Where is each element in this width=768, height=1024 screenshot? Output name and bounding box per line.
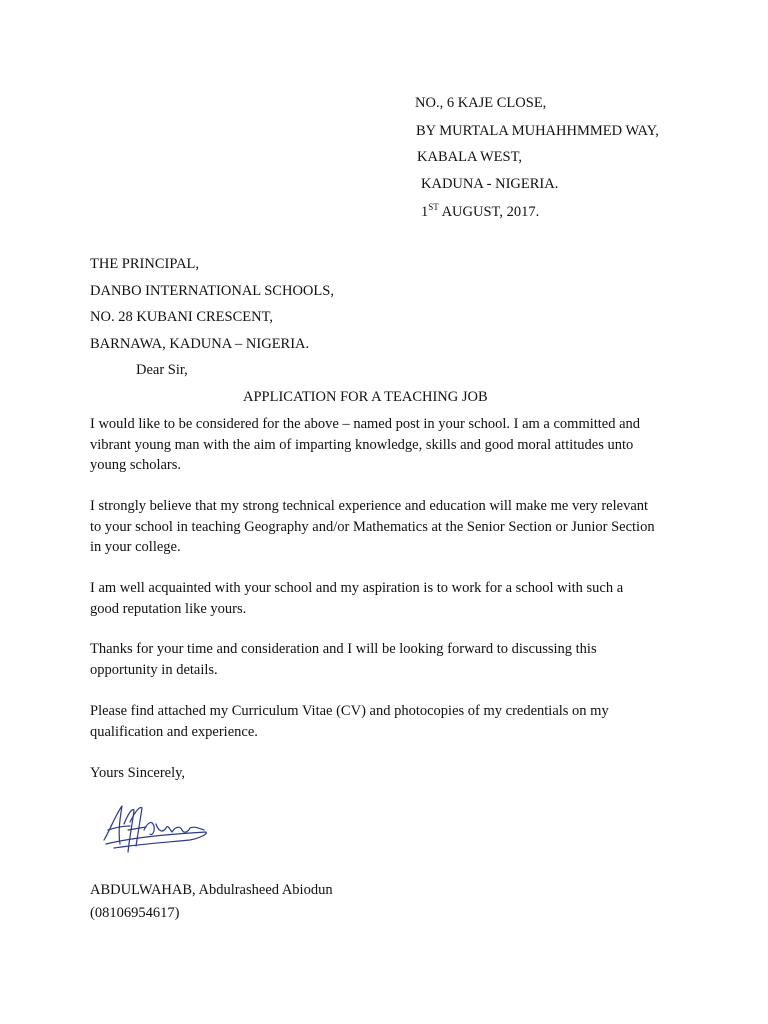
subject-heading: APPLICATION FOR A TEACHING JOB [243, 389, 488, 405]
body-paragraph-3 [90, 578, 690, 619]
body-paragraph-4 [90, 639, 690, 680]
signatory-name: ABDULWAHAB, Abdulrasheed Abiodun [90, 882, 333, 898]
salutation: Dear Sir, [136, 362, 188, 378]
date-month-year: AUGUST, 2017. [438, 204, 540, 220]
paragraph-line: in your college. [90, 539, 181, 555]
sender-address-line-4: KADUNA - NIGERIA. [421, 176, 559, 192]
body-paragraph-2 [90, 496, 690, 558]
paragraph-line: I would like to be considered for the above – named post in your school. I am a committed and [90, 416, 641, 432]
paragraph-line: Thanks for your time and consideration and I will be looking forward to discussing this [90, 641, 597, 657]
handwritten-signature-icon [100, 800, 212, 860]
recipient-line-3: NO. 28 KUBANI CRESCENT, [90, 309, 273, 325]
sender-address-line-1: NO., 6 KAJE CLOSE, [415, 95, 547, 111]
paragraph-line: I strongly believe that my strong technical experience and education will make me very relevant [90, 498, 649, 514]
paragraph-line: opportunity in details. [90, 661, 218, 678]
closing: Yours Sincerely, [90, 765, 186, 781]
body-paragraph-1 [90, 414, 690, 476]
letter-date [421, 203, 539, 221]
paragraph-line: I am well acquainted with your school and my aspiration is to work for a school with such a [90, 580, 624, 596]
body-paragraph-5 [90, 701, 690, 742]
recipient-line-2: DANBO INTERNATIONAL SCHOOLS, [90, 283, 334, 299]
sender-address-line-3: KABALA WEST, [417, 149, 522, 165]
paragraph-line: vibrant young man with the aim of imparting knowledge, skills and good moral attitudes unto [90, 436, 634, 453]
date-suffix: ST [428, 202, 439, 212]
sender-address-line-2: BY MURTALA MUHAHHMMED WAY, [416, 123, 659, 139]
signatory-phone: (08106954617) [90, 905, 180, 921]
paragraph-line: qualification and experience. [90, 723, 258, 740]
date-day: 1 [421, 204, 429, 220]
paragraph-line: to your school in teaching Geography and/or Mathematics at the Senior Section or Junior Section [90, 518, 655, 535]
recipient-line-1: THE PRINCIPAL, [90, 256, 200, 272]
paragraph-line: young scholars. [90, 457, 182, 473]
paragraph-line: good reputation like yours. [90, 600, 247, 617]
recipient-line-4: BARNAWA, KADUNA – NIGERIA. [90, 336, 310, 352]
paragraph-line: Please find attached my Curriculum Vitae (CV) and photocopies of my credentials on my [90, 703, 609, 719]
